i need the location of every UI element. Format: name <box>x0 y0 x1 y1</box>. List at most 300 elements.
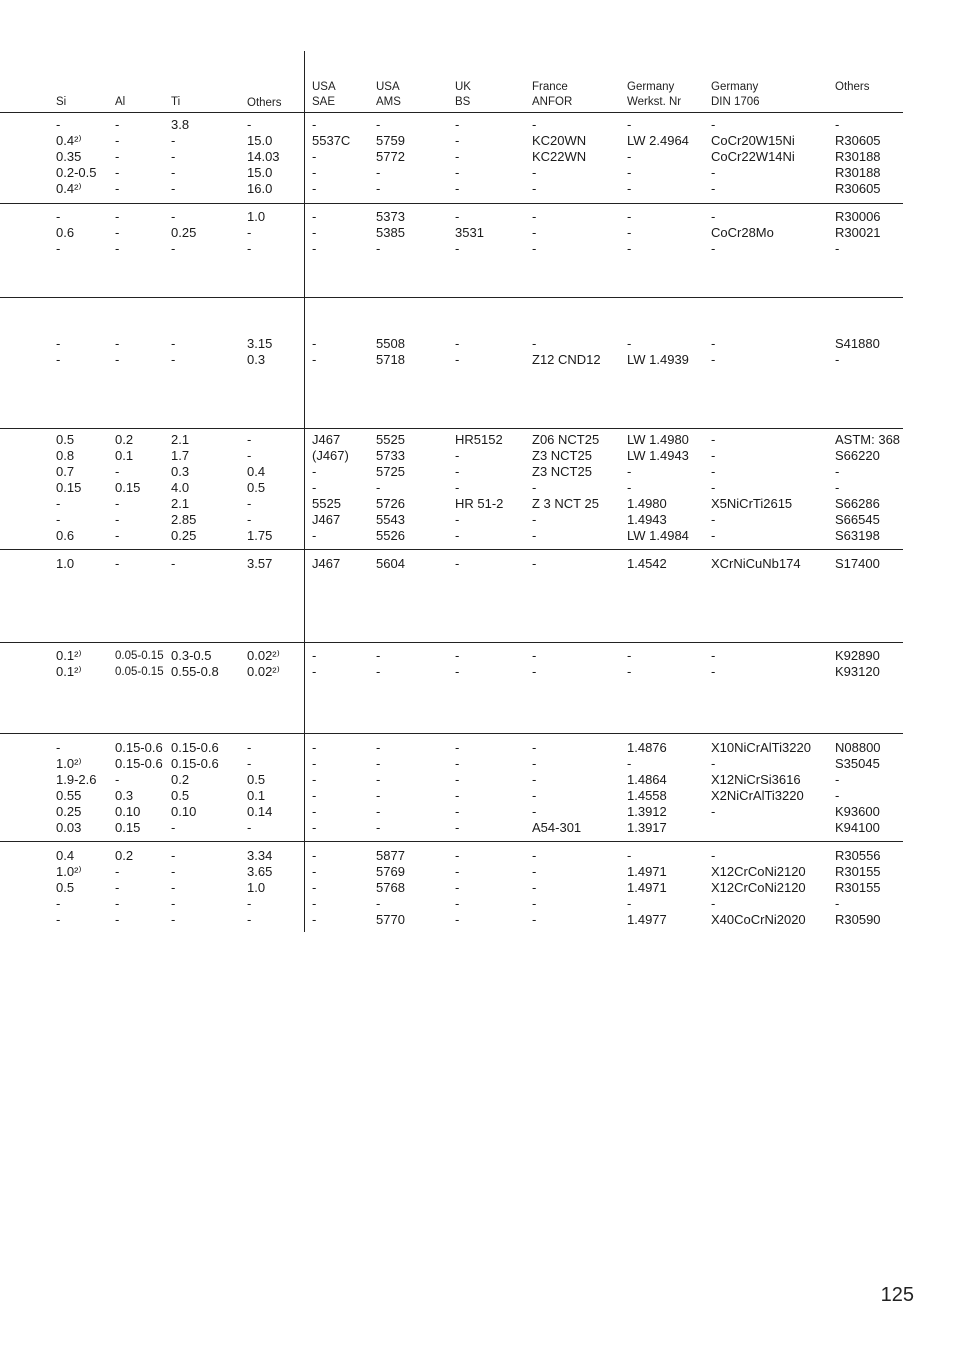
table-cell-uk-bs: - <box>455 755 460 771</box>
header-germany-werkst-line2: Werkst. Nr <box>627 96 682 108</box>
table-cell-si: 1.0²⁾ <box>56 755 82 771</box>
table-cell-al: - <box>115 527 120 543</box>
table-cell-usa-ams: - <box>376 819 381 835</box>
table-cell-france-anfor: Z 3 NCT 25 <box>532 495 599 511</box>
table-cell-germany-werkst: LW 1.4943 <box>627 447 689 463</box>
column-divider <box>304 51 305 932</box>
table-cell-others-composition: 3.65 <box>247 863 273 879</box>
table-cell-usa-sae: - <box>312 351 317 367</box>
table-cell-others-composition: 15.0 <box>247 164 273 180</box>
table-cell-germany-werkst: - <box>627 117 632 132</box>
table-cell-usa-sae: 5537C <box>312 132 351 148</box>
table-cell-usa-sae: - <box>312 895 317 911</box>
table-cell-france-anfor: - <box>532 648 537 663</box>
table-cell-france-anfor: - <box>532 336 537 351</box>
table-cell-ti: - <box>171 895 176 911</box>
table-cell-ti: - <box>171 819 176 835</box>
table-cell-usa-sae: - <box>312 209 317 224</box>
table-cell-usa-sae: - <box>312 117 317 132</box>
table-cell-usa-ams: - <box>376 648 381 663</box>
table-cell-ti: - <box>171 164 176 180</box>
table-cell-usa-ams: - <box>376 787 381 803</box>
table-cell-al: - <box>115 351 120 367</box>
table-cell-uk-bs: - <box>455 132 460 148</box>
table-cell-germany-din: - <box>711 180 716 196</box>
table-cell-si: 0.35 <box>56 148 82 164</box>
table-cell-others-composition: 16.0 <box>247 180 273 196</box>
table-cell-germany-werkst: - <box>627 148 632 164</box>
row-divider <box>0 642 903 643</box>
table-cell-others-composition: - <box>247 224 252 240</box>
table-cell-others-standards: - <box>835 240 840 256</box>
table-cell-germany-werkst: 1.4542 <box>627 556 667 571</box>
table-cell-others-composition: - <box>247 740 252 755</box>
table-cell-al: - <box>115 911 120 927</box>
table-cell-usa-sae: - <box>312 463 317 479</box>
table-cell-usa-sae: - <box>312 863 317 879</box>
table-cell-others-standards: K93120 <box>835 663 880 679</box>
table-cell-france-anfor: - <box>532 164 537 180</box>
table-cell-al: - <box>115 771 120 787</box>
table-cell-si: - <box>56 351 61 367</box>
table-cell-uk-bs: - <box>455 848 460 863</box>
table-cell-germany-werkst: LW 1.4939 <box>627 351 689 367</box>
table-cell-france-anfor: - <box>532 479 537 495</box>
table-cell-si: 0.8 <box>56 447 75 463</box>
table-cell-si: 0.1²⁾ <box>56 648 82 663</box>
table-cell-others-standards: R30605 <box>835 180 881 196</box>
table-cell-france-anfor: - <box>532 511 537 527</box>
table-cell-usa-ams: 5385 <box>376 224 405 240</box>
table-cell-al: - <box>115 164 120 180</box>
table-cell-others-composition: - <box>247 447 252 463</box>
table-cell-france-anfor: - <box>532 740 537 755</box>
row-divider <box>0 841 903 842</box>
table-cell-uk-bs: - <box>455 803 460 819</box>
table-cell-si: 0.4²⁾ <box>56 132 82 148</box>
table-cell-uk-bs: - <box>455 479 460 495</box>
table-cell-france-anfor: - <box>532 180 537 196</box>
table-cell-germany-werkst: 1.4971 <box>627 863 667 879</box>
table-cell-others-standards: - <box>835 351 840 367</box>
table-cell-germany-werkst: 1.4980 <box>627 495 667 511</box>
table-cell-france-anfor: - <box>532 879 537 895</box>
table-cell-others-standards: R30021 <box>835 224 881 240</box>
table-cell-al: - <box>115 117 120 132</box>
table-cell-usa-ams: - <box>376 895 381 911</box>
table-cell-si: 0.7 <box>56 463 75 479</box>
table-cell-others-composition: 0.14 <box>247 803 273 819</box>
table-cell-others-standards: R30188 <box>835 164 881 180</box>
table-cell-al: - <box>115 209 120 224</box>
table-cell-ti: - <box>171 148 176 164</box>
table-cell-usa-ams: - <box>376 755 381 771</box>
table-cell-germany-werkst: 1.3917 <box>627 819 667 835</box>
table-cell-others-standards: S66220 <box>835 447 880 463</box>
table-cell-germany-werkst: - <box>627 240 632 256</box>
table-cell-si: 0.2-0.5 <box>56 164 97 180</box>
table-cell-ti: 0.15-0.6 <box>171 755 219 771</box>
table-cell-usa-ams: - <box>376 740 381 755</box>
table-cell-usa-ams: - <box>376 663 381 679</box>
table-cell-usa-sae: - <box>312 740 317 755</box>
table-cell-germany-din: - <box>711 351 716 367</box>
header-al: Al <box>115 96 126 108</box>
table-cell-si: 0.25 <box>56 803 82 819</box>
table-cell-uk-bs: - <box>455 148 460 164</box>
table-cell-ti: 2.85 <box>171 511 197 527</box>
table-cell-si: 1.0 <box>56 556 75 571</box>
table-cell-usa-ams: 5877 <box>376 848 405 863</box>
table-cell-ti: 0.3-0.5 <box>171 648 212 663</box>
table-cell-germany-din: - <box>711 432 716 447</box>
table-cell-ti: 0.25 <box>171 224 197 240</box>
table-cell-uk-bs: - <box>455 740 460 755</box>
table-cell-si: 0.03 <box>56 819 82 835</box>
table-cell-others-standards: S35045 <box>835 755 880 771</box>
table-cell-al: 0.2 <box>115 432 134 447</box>
table-cell-germany-werkst: - <box>627 164 632 180</box>
table-cell-usa-ams: 5726 <box>376 495 405 511</box>
table-cell-others-standards: K94100 <box>835 819 880 835</box>
table-cell-si: 0.6 <box>56 224 75 240</box>
table-cell-usa-sae: - <box>312 819 317 835</box>
table-cell-germany-werkst: 1.3912 <box>627 803 667 819</box>
table-cell-uk-bs: - <box>455 879 460 895</box>
table-cell-france-anfor: - <box>532 224 537 240</box>
header-germany-din-line2: DIN 1706 <box>711 96 760 108</box>
table-cell-others-standards: R30155 <box>835 879 881 895</box>
table-cell-others-composition: 0.5 <box>247 479 266 495</box>
table-cell-others-composition: - <box>247 117 252 132</box>
table-cell-germany-din: X10NiCrAlTi3220 <box>711 740 811 755</box>
table-cell-ti: 1.7 <box>171 447 190 463</box>
table-cell-al: 0.15-0.6 <box>115 755 163 771</box>
table-cell-germany-din: - <box>711 209 716 224</box>
table-cell-ti: 3.8 <box>171 117 190 132</box>
table-cell-germany-din: X12CrCoNi2120 <box>711 863 806 879</box>
table-cell-si: 0.5 <box>56 879 75 895</box>
table-cell-si: 0.4 <box>56 848 75 863</box>
table-cell-uk-bs: - <box>455 209 460 224</box>
table-cell-usa-sae: - <box>312 848 317 863</box>
table-cell-si: 1.9-2.6 <box>56 771 97 787</box>
table-cell-si: - <box>56 495 61 511</box>
table-cell-france-anfor: Z06 NCT25 <box>532 432 600 447</box>
table-cell-al: - <box>115 463 120 479</box>
table-cell-germany-din: - <box>711 527 716 543</box>
table-cell-uk-bs: - <box>455 351 460 367</box>
page-number: 125 <box>880 1284 914 1306</box>
table-cell-others-composition: 0.1 <box>247 787 266 803</box>
table-cell-others-standards: N08800 <box>835 740 881 755</box>
table-cell-others-composition: - <box>247 819 252 835</box>
table-cell-others-composition: 0.5 <box>247 771 266 787</box>
table-cell-germany-werkst: - <box>627 895 632 911</box>
table-cell-al: - <box>115 895 120 911</box>
table-cell-germany-din: - <box>711 848 716 863</box>
table-cell-si: 0.1²⁾ <box>56 663 82 679</box>
table-cell-usa-ams: 5768 <box>376 879 405 895</box>
table-cell-france-anfor: Z3 NCT25 <box>532 447 592 463</box>
table-cell-al: 0.15-0.6 <box>115 740 163 755</box>
table-cell-ti: 0.55-0.8 <box>171 663 219 679</box>
table-cell-france-anfor: - <box>532 803 537 819</box>
row-divider <box>0 428 903 429</box>
table-cell-ti: - <box>171 180 176 196</box>
table-cell-ti: - <box>171 132 176 148</box>
table-cell-al: - <box>115 240 120 256</box>
table-cell-germany-werkst: LW 1.4980 <box>627 432 689 447</box>
table-cell-usa-sae: - <box>312 803 317 819</box>
header-france-anfor-line1: France <box>532 81 568 93</box>
table-cell-al: - <box>115 511 120 527</box>
table-cell-others-standards: R30188 <box>835 148 881 164</box>
table-cell-usa-sae: - <box>312 911 317 927</box>
table-cell-germany-werkst: 1.4971 <box>627 879 667 895</box>
table-cell-uk-bs: - <box>455 336 460 351</box>
table-cell-ti: 0.10 <box>171 803 197 819</box>
table-cell-germany-din: CoCr28Mo <box>711 224 774 240</box>
table-cell-al: - <box>115 879 120 895</box>
table-cell-others-standards: R30590 <box>835 911 881 927</box>
table-cell-uk-bs: HR 51-2 <box>455 495 504 511</box>
table-cell-france-anfor: KC22WN <box>532 148 587 164</box>
table-cell-others-composition: 15.0 <box>247 132 273 148</box>
table-cell-si: - <box>56 911 61 927</box>
table-cell-others-standards: - <box>835 787 840 803</box>
table-cell-others-standards: S66286 <box>835 495 880 511</box>
table-cell-others-standards: S41880 <box>835 336 880 351</box>
table-cell-germany-din: X12CrCoNi2120 <box>711 879 806 895</box>
table-cell-germany-werkst: - <box>627 755 632 771</box>
table-cell-france-anfor: - <box>532 556 537 571</box>
table-cell-usa-ams: 5718 <box>376 351 405 367</box>
table-cell-usa-ams: 5525 <box>376 432 405 447</box>
table-cell-france-anfor: - <box>532 863 537 879</box>
table-cell-ti: 0.2 <box>171 771 190 787</box>
table-cell-france-anfor: - <box>532 895 537 911</box>
table-cell-germany-werkst: - <box>627 663 632 679</box>
table-cell-others-standards: S17400 <box>835 556 880 571</box>
header-ti: Ti <box>171 96 181 108</box>
table-cell-others-composition: - <box>247 240 252 256</box>
table-cell-si: - <box>56 895 61 911</box>
table-cell-al: - <box>115 180 120 196</box>
table-cell-germany-din: - <box>711 164 716 180</box>
table-cell-uk-bs: - <box>455 863 460 879</box>
table-cell-germany-din: - <box>711 663 716 679</box>
table-cell-germany-din: - <box>711 479 716 495</box>
table-cell-usa-sae: - <box>312 336 317 351</box>
table-cell-germany-din: - <box>711 336 716 351</box>
table-cell-others-standards: R30605 <box>835 132 881 148</box>
table-cell-germany-din: XCrNiCuNb174 <box>711 556 801 571</box>
header-germany-din-line1: Germany <box>711 81 759 93</box>
table-cell-al: - <box>115 224 120 240</box>
table-cell-uk-bs: - <box>455 180 460 196</box>
table-cell-usa-ams: 5725 <box>376 463 405 479</box>
table-cell-others-composition: 1.0 <box>247 879 266 895</box>
table-cell-germany-werkst: 1.4977 <box>627 911 667 927</box>
table-cell-usa-sae: - <box>312 479 317 495</box>
table-cell-si: 0.5 <box>56 432 75 447</box>
table-cell-france-anfor: A54-301 <box>532 819 582 835</box>
table-cell-uk-bs: 3531 <box>455 224 484 240</box>
table-cell-si: 1.0²⁾ <box>56 863 82 879</box>
table-cell-uk-bs: - <box>455 771 460 787</box>
table-cell-uk-bs: - <box>455 787 460 803</box>
header-si: Si <box>56 96 67 108</box>
table-cell-usa-ams: 5604 <box>376 556 405 571</box>
table-cell-germany-werkst: - <box>627 224 632 240</box>
table-cell-al: 0.10 <box>115 803 141 819</box>
table-cell-usa-sae: J467 <box>312 556 341 571</box>
table-cell-al: 0.2 <box>115 848 134 863</box>
table-cell-si: 0.15 <box>56 479 82 495</box>
table-cell-germany-din: - <box>711 755 716 771</box>
table-cell-others-standards: R30006 <box>835 209 881 224</box>
table-cell-usa-sae: - <box>312 787 317 803</box>
table-cell-germany-din: X12NiCrSi3616 <box>711 771 801 787</box>
table-cell-uk-bs: - <box>455 556 460 571</box>
table-cell-ti: - <box>171 556 176 571</box>
table-cell-usa-ams: - <box>376 803 381 819</box>
table-cell-germany-din: - <box>711 117 716 132</box>
table-cell-others-composition: - <box>247 432 252 447</box>
table-cell-others-composition: 3.57 <box>247 556 273 571</box>
table-cell-si: 0.55 <box>56 787 82 803</box>
table-cell-france-anfor: - <box>532 240 537 256</box>
table-cell-uk-bs: - <box>455 164 460 180</box>
table-cell-usa-sae: J467 <box>312 432 341 447</box>
table-cell-others-composition: 3.15 <box>247 336 273 351</box>
table-cell-usa-sae: - <box>312 240 317 256</box>
table-cell-france-anfor: - <box>532 527 537 543</box>
table-cell-others-standards: - <box>835 117 840 132</box>
table-cell-france-anfor: - <box>532 787 537 803</box>
table-cell-usa-sae: - <box>312 180 317 196</box>
table-cell-uk-bs: - <box>455 911 460 927</box>
table-cell-france-anfor: - <box>532 848 537 863</box>
table-cell-others-standards: - <box>835 895 840 911</box>
table-cell-al: - <box>115 495 120 511</box>
table-cell-usa-sae: - <box>312 879 317 895</box>
table-cell-ti: - <box>171 863 176 879</box>
header-others-standards: Others <box>835 81 870 93</box>
table-cell-others-composition: 3.34 <box>247 848 273 863</box>
table-cell-usa-sae: - <box>312 755 317 771</box>
table-cell-others-composition: - <box>247 755 252 771</box>
table-cell-germany-din: X2NiCrAlTi3220 <box>711 787 804 803</box>
row-divider <box>0 112 903 113</box>
table-cell-others-standards: K93600 <box>835 803 880 819</box>
table-cell-others-composition: - <box>247 911 252 927</box>
table-cell-france-anfor: Z12 CND12 <box>532 351 601 367</box>
table-cell-germany-werkst: LW 2.4964 <box>627 132 689 148</box>
table-cell-al: 0.05-0.15 <box>115 650 164 662</box>
header-usa-ams-line2: AMS <box>376 96 401 108</box>
table-cell-germany-din: - <box>711 463 716 479</box>
table-cell-others-composition: 1.75 <box>247 527 273 543</box>
table-cell-germany-werkst: - <box>627 463 632 479</box>
table-cell-si: - <box>56 117 61 132</box>
table-cell-usa-ams: - <box>376 164 381 180</box>
header-usa-sae-line2: SAE <box>312 96 336 108</box>
table-cell-germany-werkst: - <box>627 648 632 663</box>
table-cell-al: 0.15 <box>115 819 141 835</box>
table-cell-ti: 0.25 <box>171 527 197 543</box>
table-cell-germany-din: X40CoCrNi2020 <box>711 911 806 927</box>
table-cell-ti: 4.0 <box>171 479 190 495</box>
table-cell-al: - <box>115 556 120 571</box>
table-cell-uk-bs: - <box>455 117 460 132</box>
table-cell-germany-werkst: - <box>627 180 632 196</box>
table-cell-germany-werkst: - <box>627 848 632 863</box>
table-cell-uk-bs: - <box>455 648 460 663</box>
table-cell-al: - <box>115 148 120 164</box>
table-cell-others-composition: - <box>247 495 252 511</box>
table-cell-germany-werkst: 1.4876 <box>627 740 667 755</box>
table-cell-usa-sae: - <box>312 148 317 164</box>
table-cell-usa-ams: - <box>376 771 381 787</box>
table-cell-germany-din: - <box>711 511 716 527</box>
table-cell-ti: 0.15-0.6 <box>171 740 219 755</box>
table-cell-france-anfor: Z3 NCT25 <box>532 463 592 479</box>
table-cell-uk-bs: - <box>455 895 460 911</box>
table-cell-si: - <box>56 209 61 224</box>
table-cell-usa-sae: - <box>312 527 317 543</box>
row-divider <box>0 733 903 734</box>
table-cell-usa-ams: 5769 <box>376 863 405 879</box>
row-divider <box>0 203 903 204</box>
table-cell-usa-ams: 5526 <box>376 527 405 543</box>
table-cell-germany-werkst: 1.4558 <box>627 787 667 803</box>
table-cell-others-standards: K92890 <box>835 648 880 663</box>
table-cell-ti: - <box>171 351 176 367</box>
table-cell-usa-sae: 5525 <box>312 495 341 511</box>
table-cell-others-standards: S66545 <box>835 511 880 527</box>
table-cell-others-standards: S63198 <box>835 527 880 543</box>
table-cell-france-anfor: - <box>532 911 537 927</box>
header-usa-ams-line1: USA <box>376 81 400 93</box>
table-cell-usa-ams: 5772 <box>376 148 405 164</box>
table-cell-al: 0.15 <box>115 479 141 495</box>
table-cell-ti: 0.3 <box>171 463 190 479</box>
table-cell-uk-bs: HR5152 <box>455 432 503 447</box>
table-cell-si: - <box>56 511 61 527</box>
table-cell-uk-bs: - <box>455 511 460 527</box>
table-cell-usa-ams: 5759 <box>376 132 405 148</box>
table-cell-si: - <box>56 240 61 256</box>
table-cell-uk-bs: - <box>455 447 460 463</box>
table-cell-others-standards: ASTM: 368 <box>835 432 901 447</box>
table-cell-uk-bs: - <box>455 240 460 256</box>
table-cell-usa-sae: - <box>312 224 317 240</box>
table-cell-usa-ams: - <box>376 180 381 196</box>
table-cell-germany-din: - <box>711 803 716 819</box>
table-cell-ti: - <box>171 336 176 351</box>
table-cell-ti: 2.1 <box>171 495 190 511</box>
table-cell-usa-ams: 5543 <box>376 511 405 527</box>
table-cell-al: 0.3 <box>115 787 134 803</box>
table-cell-germany-din: - <box>711 447 716 463</box>
table-cell-germany-din: CoCr22W14Ni <box>711 148 795 164</box>
table-cell-others-composition: - <box>247 511 252 527</box>
table-cell-others-standards: R30556 <box>835 848 881 863</box>
table-cell-others-standards: - <box>835 771 840 787</box>
table-cell-usa-ams: - <box>376 240 381 256</box>
